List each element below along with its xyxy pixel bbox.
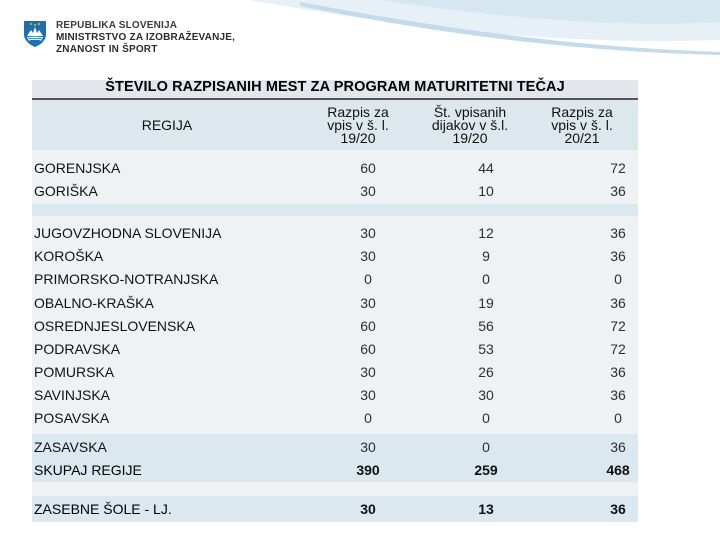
table-row — [32, 361, 638, 383]
razpis-19-20-value: 30 — [360, 248, 376, 264]
razpis-20-21-value: 36 — [610, 501, 626, 517]
table-row — [32, 436, 638, 458]
razpis-19-20-value: 60 — [360, 160, 376, 176]
vpisani-19-20-value: 259 — [474, 462, 498, 478]
table-row — [32, 268, 638, 290]
column-header-label: REGIJA — [141, 117, 193, 133]
table-row — [32, 407, 638, 429]
razpis-20-21-value: 72 — [610, 160, 626, 176]
table-row — [32, 157, 638, 179]
table-row — [32, 180, 638, 202]
razpis-19-20-value: 30 — [360, 387, 376, 403]
razpis-19-20-value: 0 — [364, 410, 372, 426]
row-band — [32, 204, 638, 216]
region-name: ZASEBNE ŠOLE - LJ. — [34, 501, 172, 517]
razpis-19-20-value: 30 — [360, 501, 376, 517]
table-row-total — [32, 459, 638, 481]
vpisani-19-20-value: 19 — [478, 295, 494, 311]
table-row — [32, 292, 638, 314]
column-header-region — [32, 100, 302, 150]
razpis-19-20-value: 30 — [360, 295, 376, 311]
column-header-razpis-19-20 — [302, 100, 414, 150]
table-row — [32, 222, 638, 244]
column-header-label: Razpis za vpis v š. l. 19/20 — [327, 103, 389, 146]
razpis-19-20-value: 0 — [364, 271, 372, 287]
column-header-label: Št. vpisanih dijakov v š.l. 19/20 — [431, 103, 509, 146]
razpis-20-21-value: 468 — [606, 462, 630, 478]
vpisani-19-20-value: 12 — [478, 225, 494, 241]
razpis-19-20-value: 30 — [360, 439, 376, 455]
logo-line: MINISTRSTVO ZA IZOBRAŽEVANJE, — [56, 32, 236, 43]
region-name: POSAVSKA — [34, 410, 110, 426]
razpis-19-20-value: 30 — [360, 225, 376, 241]
region-name: OSREDNJESLOVENSKA — [34, 318, 196, 334]
razpis-20-21-value: 72 — [610, 318, 626, 334]
logo-line: ZNANOST IN ŠPORT — [56, 44, 158, 55]
region-name: GORIŠKA — [34, 183, 98, 199]
vpisani-19-20-value: 53 — [478, 341, 494, 357]
logo-line: REPUBLIKA SLOVENIJA — [56, 20, 178, 31]
column-header-vpisani-19-20 — [414, 100, 526, 150]
vpisani-19-20-value: 30 — [478, 387, 494, 403]
vpisani-19-20-value: 0 — [482, 439, 490, 455]
region-name: KOROŠKA — [34, 248, 104, 264]
table-row — [32, 338, 638, 360]
razpis-20-21-value: 0 — [614, 410, 622, 426]
region-name: PODRAVSKA — [34, 341, 121, 357]
vpisani-19-20-value: 10 — [478, 183, 494, 199]
vpisani-19-20-value: 44 — [478, 160, 494, 176]
row-band — [32, 482, 638, 496]
vpisani-19-20-value: 0 — [482, 271, 490, 287]
region-name: JUGOVZHODNA SLOVENIJA — [34, 225, 222, 241]
razpis-20-21-value: 36 — [610, 364, 626, 380]
vpisani-19-20-value: 13 — [478, 501, 494, 517]
razpis-19-20-value: 30 — [360, 364, 376, 380]
region-name: SKUPAJ REGIJE — [34, 462, 142, 478]
table-row — [32, 384, 638, 406]
column-header-label: Razpis za vpis v š. l. 20/21 — [551, 103, 613, 146]
razpis-20-21-value: 36 — [610, 183, 626, 199]
vpisani-19-20-value: 26 — [478, 364, 494, 380]
vpisani-19-20-value: 9 — [482, 248, 490, 264]
razpis-20-21-value: 36 — [610, 387, 626, 403]
ministry-logo — [22, 20, 235, 56]
razpis-20-21-value: 0 — [614, 271, 622, 287]
razpis-19-20-value: 60 — [360, 318, 376, 334]
region-name: SAVINJSKA — [34, 387, 110, 403]
razpis-19-20-value: 390 — [356, 462, 380, 478]
region-name: PRIMORSKO-NOTRANJSKA — [34, 271, 219, 287]
razpis-20-21-value: 72 — [610, 341, 626, 357]
table-row — [32, 315, 638, 337]
region-name: GORENJSKA — [34, 160, 121, 176]
razpis-19-20-value: 30 — [360, 183, 376, 199]
table-title: ŠTEVILO RAZPISANIH MEST ZA PROGRAM MATURITETNI TEČAJ — [105, 79, 565, 95]
razpis-20-21-value: 36 — [610, 439, 626, 455]
razpis-20-21-value: 36 — [610, 248, 626, 264]
table-row-private-schools — [32, 498, 638, 520]
ministry-name — [56, 20, 235, 56]
region-name: POMURSKA — [34, 364, 115, 380]
razpis-20-21-value: 36 — [610, 225, 626, 241]
vpisani-19-20-value: 0 — [482, 410, 490, 426]
region-name: OBALNO-KRAŠKA — [34, 295, 154, 311]
table-row — [32, 245, 638, 267]
region-name: ZASAVSKA — [34, 439, 107, 455]
slovenia-coat-of-arms-icon — [22, 20, 48, 48]
razpis-19-20-value: 60 — [360, 341, 376, 357]
razpis-20-21-value: 36 — [610, 295, 626, 311]
column-header-razpis-20-21 — [526, 100, 638, 150]
vpisani-19-20-value: 56 — [478, 318, 494, 334]
